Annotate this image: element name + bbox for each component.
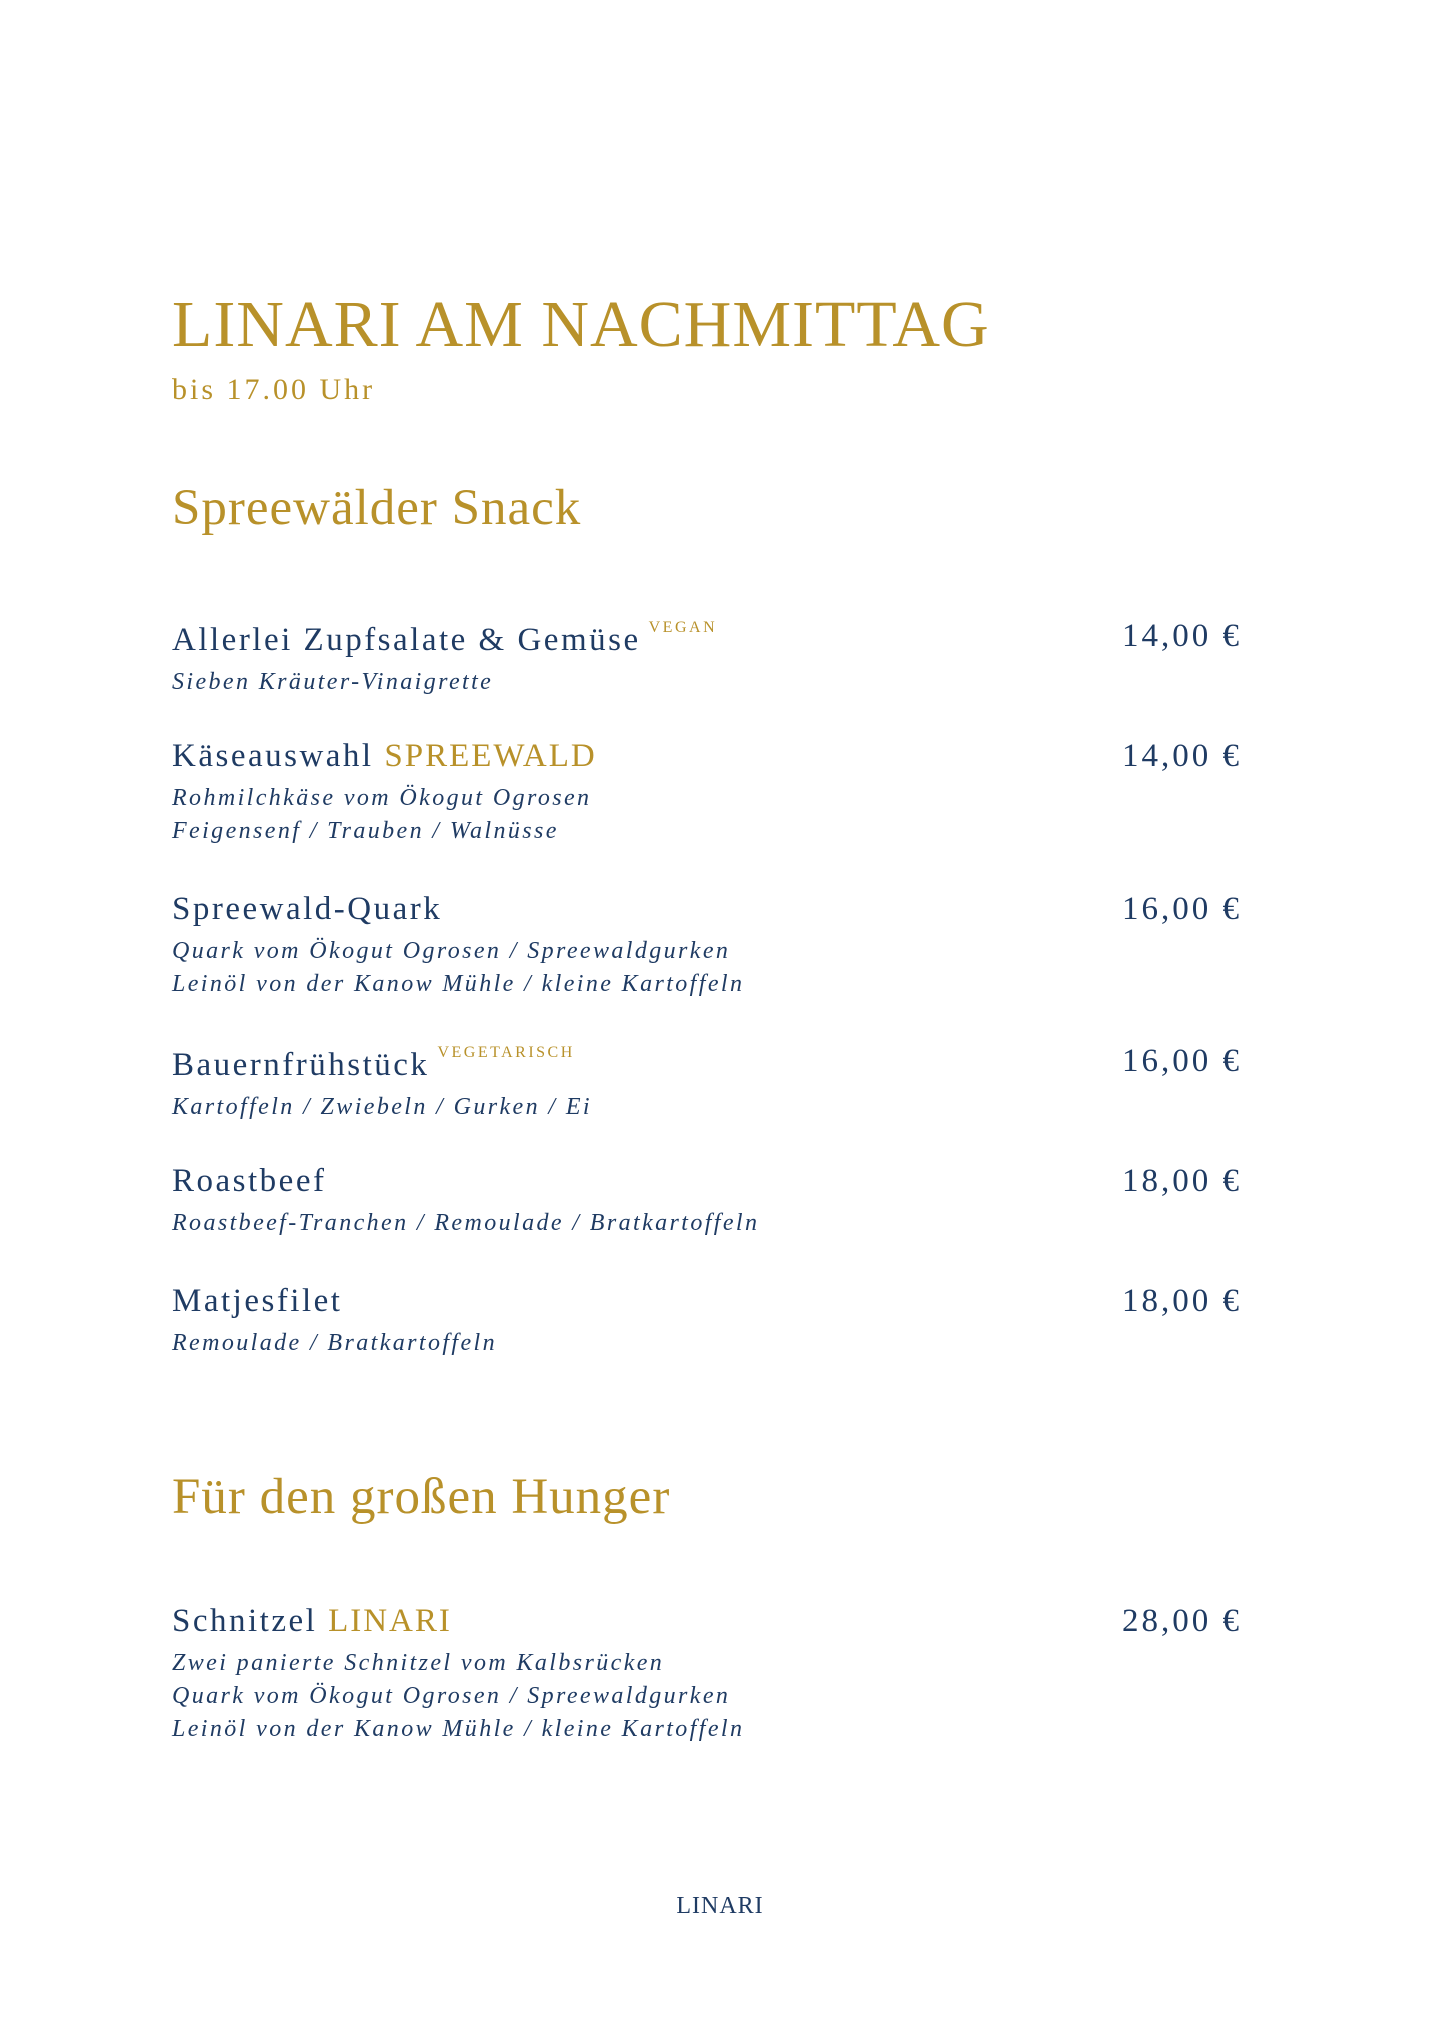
diet-tag-vegan: VEGAN: [648, 619, 718, 636]
menu-item-kaeseauswahl: [172, 740, 1242, 848]
item-price: 16,00 €: [1122, 1043, 1242, 1079]
menu-item-roastbeef: [172, 1165, 1242, 1240]
item-name-accent: LINARI: [328, 1603, 452, 1639]
menu-item-matjesfilet: [172, 1285, 1242, 1360]
item-description: Zwei panierte Schnitzel vom Kalbsrücken Quark vom Ökogut Ogrosen / Spreewaldgurken Leinöl von der Kanow Mühle / kleine Kartoffeln: [172, 1650, 745, 1742]
menu-item-bauernfruehstueck: [172, 1045, 1242, 1124]
section-title-grosser-hunger: Für den großen Hunger: [172, 1469, 671, 1525]
item-name: Schnitzel: [172, 1603, 318, 1639]
item-name: Allerlei Zupfsalate & Gemüse: [172, 622, 641, 658]
item-description: Kartoffeln / Zwiebeln / Gurken / Ei: [172, 1094, 592, 1120]
menu-item-schnitzel: [172, 1605, 1242, 1746]
item-name: Matjesfilet: [172, 1283, 343, 1319]
item-price: 16,00 €: [1122, 891, 1242, 927]
item-name: Spreewald-Quark: [172, 891, 443, 927]
section-title-spreewaelder-snack: Spreewälder Snack: [172, 480, 582, 536]
item-name: Bauernfrühstück: [172, 1047, 430, 1083]
menu-item-zupfsalate: [172, 620, 1242, 699]
item-description: Sieben Kräuter-Vinaigrette: [172, 669, 494, 695]
item-price: 18,00 €: [1122, 1283, 1242, 1319]
item-name: Roastbeef: [172, 1163, 327, 1199]
item-price: 14,00 €: [1122, 618, 1242, 654]
item-price: 28,00 €: [1122, 1603, 1242, 1639]
item-description: Roastbeef-Tranchen / Remoulade / Bratkartoffeln: [172, 1210, 760, 1236]
footer-brand: LINARI: [676, 1893, 764, 1919]
menu-item-spreewald-quark: [172, 893, 1242, 1001]
item-price: 18,00 €: [1122, 1163, 1242, 1199]
item-name: Käseauswahl: [172, 738, 374, 774]
item-description: Quark vom Ökogut Ogrosen / Spreewaldgurken Leinöl von der Kanow Mühle / kleine Kartoffeln: [172, 938, 745, 997]
diet-tag-vegetarisch: VEGETARISCH: [437, 1044, 575, 1061]
item-description: Rohmilchkäse vom Ökogut Ogrosen Feigensenf / Trauben / Walnüsse: [172, 785, 592, 844]
item-description: Remoulade / Bratkartoffeln: [172, 1330, 498, 1356]
page-title: LINARI AM NACHMITTAG: [172, 288, 990, 361]
item-name-accent: SPREEWALD: [384, 738, 597, 774]
page-subtitle: bis 17.00 Uhr: [172, 373, 376, 406]
item-price: 14,00 €: [1122, 738, 1242, 774]
